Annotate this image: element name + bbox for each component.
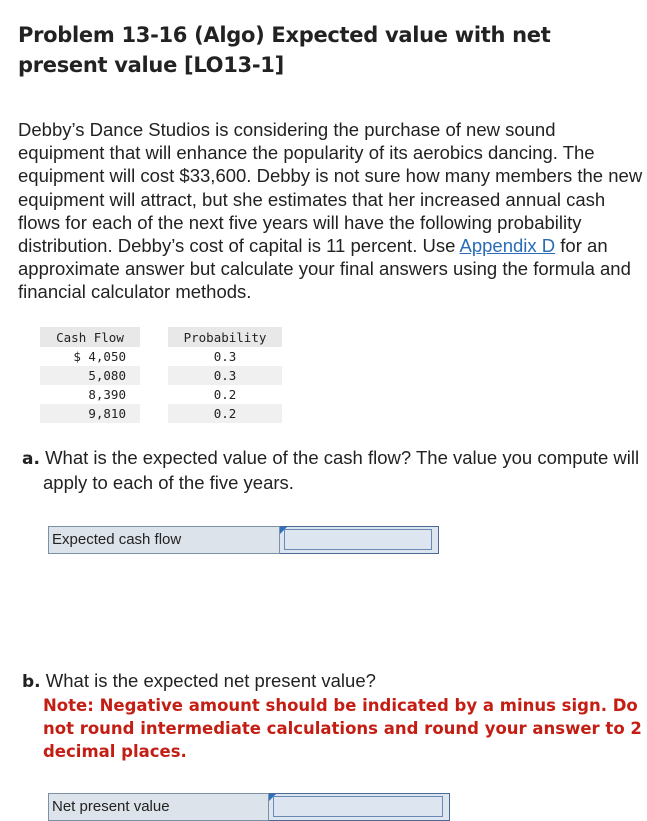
net-present-value-row bbox=[48, 793, 450, 821]
problem-title: Problem 13-16 (Algo) Expected value with net present value [LO13-1] bbox=[18, 23, 551, 77]
rounding-note: Note: Negative amount should be indicated by a minus sign. Do not round intermediate calculations and round your answer to 2 decimal places. bbox=[43, 696, 642, 761]
probability-cell: 0.3 bbox=[213, 349, 237, 364]
problem-intro bbox=[18, 118, 643, 304]
table-row bbox=[40, 366, 282, 385]
cash-flow-cell: 5,080 bbox=[40, 366, 140, 385]
table-row bbox=[40, 404, 282, 423]
table-row bbox=[40, 385, 282, 404]
intro-text-start: Debby’s Dance Studios is considering the purchase of new sound equipment that will enhance the popularity of its aerobics dancing. The equipment will cost $33,600. Debby is not sure how many members the new equipment will attract, but she estimates that her increased annual cash flows for each of the next five years will have the following probability distribution. Debby’s cost of capital is 11 percent. Use bbox=[18, 119, 643, 257]
cash-flow-cell: $ 4,050 bbox=[73, 349, 126, 364]
probability-cell: 0.2 bbox=[168, 404, 282, 423]
header-cash-flow: Cash Flow bbox=[40, 327, 140, 347]
header-probability: Probability bbox=[168, 327, 282, 347]
expected-cash-flow-input[interactable] bbox=[284, 529, 432, 550]
question-b-letter: b. bbox=[22, 672, 41, 692]
probability-cell: 0.2 bbox=[213, 387, 237, 402]
net-present-value-cell[interactable] bbox=[269, 793, 450, 821]
net-present-value-label: Net present value bbox=[48, 793, 269, 821]
expected-cash-flow-cell[interactable] bbox=[280, 526, 439, 554]
expected-cash-flow-label: Expected cash flow bbox=[48, 526, 280, 554]
question-b bbox=[22, 669, 647, 763]
table-row bbox=[40, 347, 282, 366]
net-present-value-input[interactable] bbox=[273, 796, 443, 817]
cash-flow-cell: 9,810 bbox=[40, 404, 140, 423]
question-b-text: What is the expected net present value? bbox=[45, 670, 376, 691]
appendix-d-link[interactable]: Appendix D bbox=[459, 235, 556, 257]
intro-text-end: for an approximate answer but calculate your final answers using the formula and financial calculator methods. bbox=[18, 235, 631, 303]
expected-cash-flow-row bbox=[48, 526, 439, 554]
probability-cell: 0.3 bbox=[168, 366, 282, 385]
cash-flow-table bbox=[40, 327, 282, 423]
cash-flow-cell: 8,390 bbox=[88, 387, 126, 402]
question-a-text: What is the expected value of the cash flow? The value you compute will apply to each of the five years. bbox=[43, 447, 640, 493]
question-a-letter: a. bbox=[22, 449, 40, 469]
question-a bbox=[22, 446, 647, 494]
